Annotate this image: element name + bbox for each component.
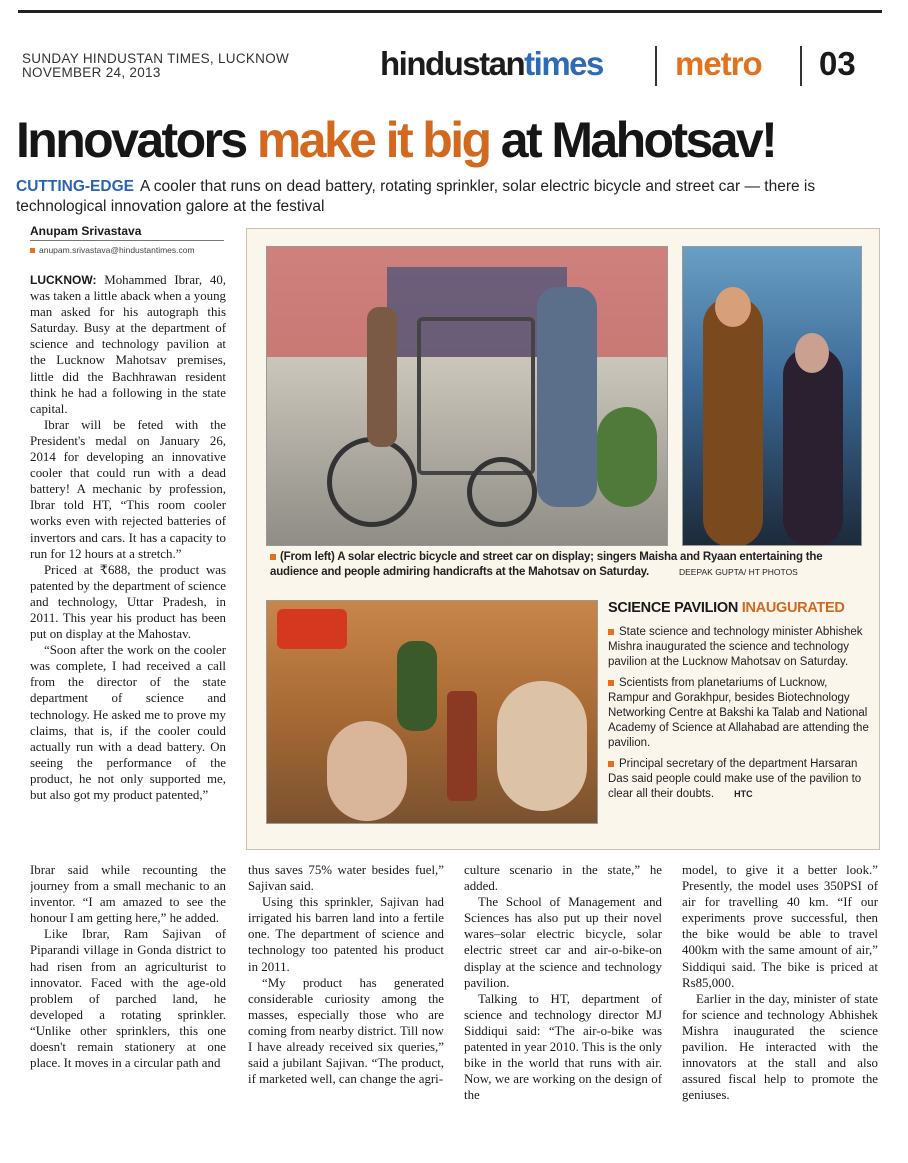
masthead-divider [800,46,802,86]
article-paragraph: Ibrar said while recounting the journey from a small mechanic to an inventor. “I am amazed to see the honour I am getting here,” he added. [30,863,226,926]
photo-credit: DEEPAK GUPTA/ HT PHOTOS [678,567,798,577]
sidebar-title [608,600,845,616]
sidebar-title-highlight: INAUGURATED [741,600,845,616]
article-column-1 [30,272,226,862]
article-paragraph: Priced at ₹688, the product was patented by the department of science and technology, Uttar Pradesh, in 2011. This year his product has been put on display at the Mahostav. [30,562,226,642]
headline-highlight: make it big [256,112,490,168]
article-paragraph: model, to give it a better look.” Presently, the model uses 350PSI of air for travelling 40 km. “If our experiments prove successful, then the bike would be able to travel 400km with the same amount of air,” Siddiqui said. The bike is priced at Rs85,000. [682,863,878,990]
byline-email: anupam.srivastava@hindustantimes.com [39,245,195,255]
bullet-icon [30,248,35,253]
article-paragraph: LUCKNOW: Mohammed Ibrar, 40, was taken a little aback when a young man asked for his autograph this Saturday. Busy at the department of science and technology pavilion at the Lucknow Mahotsav premises, little did the Bachhrawan resident think he had a following in the state capital. [30,273,226,416]
paper-name: SUNDAY HINDUSTAN TIMES, LUCKNOW [22,51,290,66]
top-rule [18,10,882,13]
sidebar-item: Scientists from planetariums of Lucknow, Rampur and Gorakhpur, besides Biotechnology Networking Centre at Bakshi ka Talab and National Academy of Science at Allahabad are attending the pavilion. [608,677,869,749]
article-paragraph: “My product has generated considerable curiosity among the masses, especially those who are coming from nearby district. Till now I have already received six queries,” said a jubilant Sajivan. “The product, if marketed well, can change the agri- [248,975,444,1087]
headline [16,110,775,170]
bullet-icon [608,680,614,686]
article-paragraph: Using this sprinkler, Sajivan had irrigated his barren land into a fertile one. The department of science and technology too patented his product in 2011. [248,895,444,974]
bullet-icon [608,761,614,767]
sidebar-item: Principal secretary of the department Harsaran Das said people could make use of the pavilion to clear all their doubts. HTC [608,758,862,800]
article-paragraph: Like Ibrar, Ram Sajivan of Piparandi village in Gonda district to had risen from an agriculturist to innovator. Faced with the age-old problem of parched land, he developed a rotating sprinkler. “Unlike other sprinklers, this one doesn't remain stationery at one place. It moves in a circular path and [30,927,226,1071]
article-paragraph: Earlier in the day, minister of state for science and technology Abhishek Mishra inaugurated the science pavilion. He interacted with the innovators at the stall and also assured fiscal help to promote the geniuses. [682,991,878,1103]
article-column-2 [248,862,444,1132]
photo-handicrafts [266,600,598,824]
photo-caption-text: (From left) A solar electric bicycle and street car on display; singers Maisha and Ryaan entertaining the audience and people admiring handicrafts at the Mahotsav on Saturday. [270,551,823,578]
article-paragraph: Ibrar will be feted with the President's medal on January 26, 2014 for developing an innovative cooler that could run with a dead battery! A mechanic by profession, Ibrar told HT, “This room cooler works even with rejected batteries of invertors and cars. It has a capacity to run for 12 hours at a stretch.” [30,417,226,561]
byline-author: Anupam Srivastava [30,224,142,238]
sidebar-credit: HTC [734,789,753,799]
article-paragraph: The School of Management and Sciences has also put up their novel wares–solar electric bicycle, solar electric street car and air-o-bike-on display at the science and technology pavilion. [464,895,662,990]
article-paragraph: culture scenario in the state,” he added. [464,863,662,894]
headline-part2: at Mahotsav! [489,112,776,168]
article-column-4 [682,862,878,1132]
byline-email-line [30,245,195,255]
byline-rule [30,240,224,241]
sidebar-item: State science and technology minister Abhishek Mishra inaugurated the science and technology pavilion at the Lucknow Mahotsav on Saturday. [608,626,863,668]
article-paragraph: Talking to HT, department of science and technology director MJ Siddiqui said: “The air-o-bike was patented in year 2010. This is the only bike in the world that runs with air. Now, we are working on the design of the [464,991,662,1103]
newspaper-logo [380,44,603,84]
logo-part-times: times [524,45,603,82]
logo-part-hindustan: hindustan [380,45,525,82]
article-dateline: LUCKNOW: [30,273,97,287]
photo-solar-vehicles [266,246,668,546]
sidebar-title-part1: SCIENCE PAVILION [608,600,742,616]
page-number: 03 [819,45,856,82]
article-column-1-continued [30,862,226,1132]
deck-text: A cooler that runs on dead battery, rotating sprinkler, solar electric bicycle and street car — there is technological innovation galore at the festival [16,178,816,215]
bullet-icon [608,629,614,635]
deck-kicker: CUTTING-EDGE [16,178,134,195]
sidebar-list [608,625,870,808]
photo-singers [682,246,862,546]
deck [16,177,876,217]
article-column-3 [464,862,662,1132]
article-paragraph: “Soon after the work on the cooler was complete, I had received a call from the director of the state department of science and technology. He asked me to prove my claims, that is, if the cooler could actually run with a dead battery. On seeing the performance of the product, he not only supported me, but also got my product patented,” [30,643,226,802]
article-paragraph: thus saves 75% water besides fuel,” Sajivan said. [248,863,444,894]
photo-caption [270,550,870,580]
section-name: metro [675,45,762,82]
headline-part1: Innovators [16,112,257,168]
bullet-icon [270,554,276,560]
issue-date: NOVEMBER 24, 2013 [22,65,161,80]
masthead-divider [655,46,657,86]
paper-dateline [22,52,289,80]
